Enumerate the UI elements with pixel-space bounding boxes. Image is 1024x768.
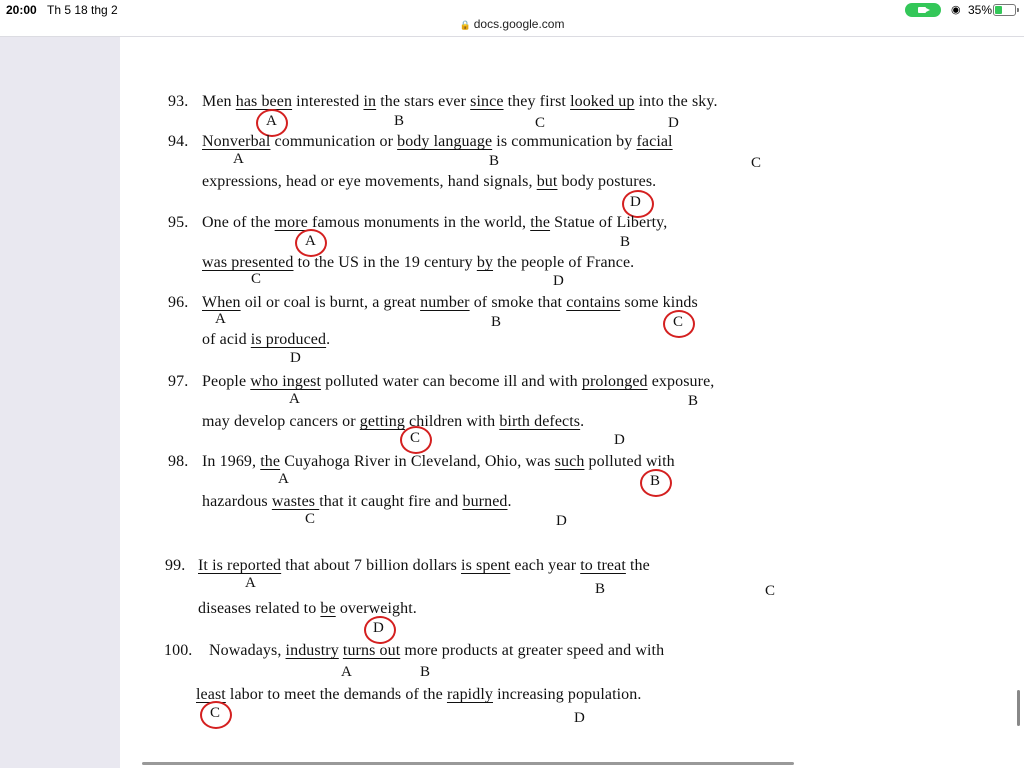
- option-label-c: C: [305, 511, 316, 527]
- lock-icon: 🔒: [459, 20, 471, 30]
- answer-circle: [640, 469, 672, 497]
- question-number: 97.: [168, 373, 189, 390]
- option-label-b: B: [650, 473, 661, 489]
- option-label-b: B: [420, 664, 431, 680]
- question-line-1: When oil or coal is burnt, a great number of smoke that contains some kinds: [202, 294, 698, 311]
- status-date: Th 5 18 thg 2: [47, 3, 118, 17]
- vertical-scrollbar[interactable]: [1017, 690, 1020, 726]
- url-text: docs.google.com: [473, 17, 565, 31]
- option-label-c: C: [751, 155, 762, 171]
- answer-circle: [663, 310, 695, 338]
- option-label-b: B: [394, 113, 405, 129]
- question-line-2: of acid is produced.: [202, 331, 331, 348]
- document-page[interactable]: [120, 37, 1024, 768]
- question-number: 96.: [168, 294, 189, 311]
- option-label-a: A: [341, 664, 352, 680]
- option-label-b: B: [688, 393, 699, 409]
- question-line-1: Nonverbal communication or body language is communication by facial: [202, 133, 673, 150]
- option-label-a: A: [266, 113, 277, 129]
- question-line-2: diseases related to be overweight.: [198, 600, 417, 617]
- option-label-b: B: [595, 581, 606, 597]
- answer-circle: [400, 426, 432, 454]
- question-number: 99.: [165, 557, 186, 574]
- battery-fill: [995, 6, 1002, 14]
- question-line-2: least labor to meet the demands of the rapidly increasing population.: [196, 686, 642, 703]
- option-label-d: D: [668, 115, 679, 131]
- question-line-1: It is reported that about 7 billion dollars is spent each year to treat the: [198, 557, 650, 574]
- option-label-a: A: [305, 233, 316, 249]
- question-number: 95.: [168, 214, 189, 231]
- status-time: 20:00: [6, 3, 37, 17]
- option-label-c: C: [210, 705, 221, 721]
- option-label-d: D: [574, 710, 585, 726]
- option-label-d: D: [553, 273, 564, 289]
- option-label-d: D: [630, 194, 641, 210]
- question-number: 93.: [168, 93, 189, 110]
- option-label-d: D: [373, 620, 384, 636]
- status-bar: [0, 0, 1024, 37]
- answer-circle: [295, 229, 327, 257]
- option-label-a: A: [278, 471, 289, 487]
- option-label-d: D: [614, 432, 625, 448]
- battery-percent: 35%: [968, 3, 993, 17]
- question-number: 98.: [168, 453, 189, 470]
- question-line-1: Nowadays, industry turns out more products at greater speed and with: [209, 642, 665, 659]
- question-line-1: In 1969, the Cuyahoga River in Cleveland, Ohio, was such polluted with: [202, 453, 675, 470]
- option-label-c: C: [535, 115, 546, 131]
- question-line-2: may develop cancers or getting children with birth defects.: [202, 413, 585, 430]
- question-line-2: expressions, head or eye movements, hand signals, but body postures.: [202, 173, 657, 190]
- option-label-b: B: [489, 153, 500, 169]
- option-label-b: B: [620, 234, 631, 250]
- address-bar[interactable]: [0, 17, 1024, 31]
- question-number: 100.: [164, 642, 193, 659]
- wifi-icon: ◉: [951, 4, 961, 16]
- question-line-2: hazardous wastes that it caught fire and burned.: [202, 493, 512, 510]
- battery-icon: [993, 4, 1016, 16]
- option-label-c: C: [765, 583, 776, 599]
- question-number: 94.: [168, 133, 189, 150]
- answer-circle: [364, 616, 396, 644]
- option-label-b: B: [491, 314, 502, 330]
- camera-in-use-icon: [905, 3, 941, 17]
- question-line-1: Men has been interested in the stars ever since they first looked up into the sky.: [202, 93, 718, 110]
- option-label-a: A: [233, 151, 244, 167]
- horizontal-scrollbar[interactable]: [142, 762, 794, 765]
- answer-circle: [200, 701, 232, 729]
- option-label-a: A: [215, 311, 226, 327]
- option-label-c: C: [251, 271, 262, 287]
- option-label-c: C: [410, 430, 421, 446]
- question-line-1: People who ingest polluted water can become ill and with prolonged exposure,: [202, 373, 715, 390]
- option-label-a: A: [245, 575, 256, 591]
- option-label-d: D: [556, 513, 567, 529]
- option-label-c: C: [673, 314, 684, 330]
- question-line-2: was presented to the US in the 19 century by the people of France.: [202, 254, 635, 271]
- question-line-1: One of the more famous monuments in the world, the Statue of Liberty,: [202, 214, 668, 231]
- option-label-d: D: [290, 350, 301, 366]
- option-label-a: A: [289, 391, 300, 407]
